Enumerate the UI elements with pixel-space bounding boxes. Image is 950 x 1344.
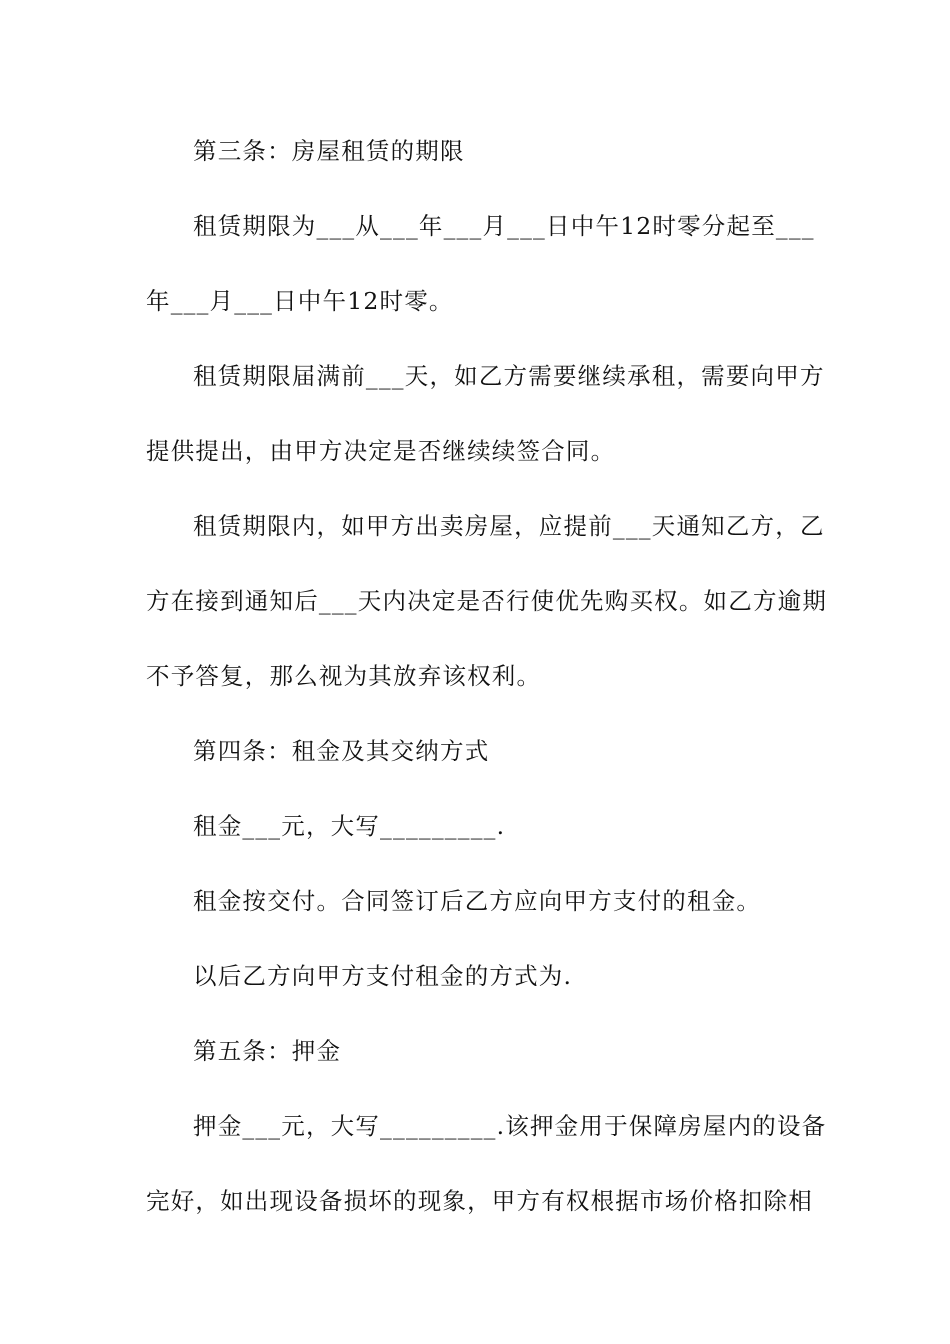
paragraph-line: 以后乙方向甲方支付租金的方式为. [193,962,573,990]
paragraph-line: 租赁期限为___从___年___月___日中午12时零分起至___ [193,212,815,240]
paragraph-line: 提供提出，由甲方决定是否继续续签合同。 [146,437,616,465]
paragraph-line: 租金按交付。合同签订后乙方应向甲方支付的租金。 [193,887,762,915]
paragraph-line: 方在接到通知后___天内决定是否行使优先购买权。如乙方逾期 [146,587,828,615]
paragraph-line: 租赁期限内，如甲方出卖房屋，应提前___天通知乙方，乙 [193,512,825,540]
paragraph-line: 年___月___日中午12时零。 [146,287,454,315]
article-3-heading: 第三条：房屋租赁的期限 [193,137,465,165]
paragraph-line: 完好，如出现设备损坏的现象，甲方有权根据市场价格扣除相 [146,1187,813,1215]
article-4-heading: 第四条：租金及其交纳方式 [193,737,490,765]
article-5-heading: 第五条：押金 [193,1037,342,1065]
paragraph-line: 租金___元，大写_________. [193,812,506,840]
paragraph-line: 租赁期限届满前___天，如乙方需要继续承租，需要向甲方 [193,362,825,390]
paragraph-line: 不予答复，那么视为其放弃该权利。 [146,662,542,690]
paragraph-line: 押金___元，大写_________.该押金用于保障房屋内的设备 [193,1112,827,1140]
